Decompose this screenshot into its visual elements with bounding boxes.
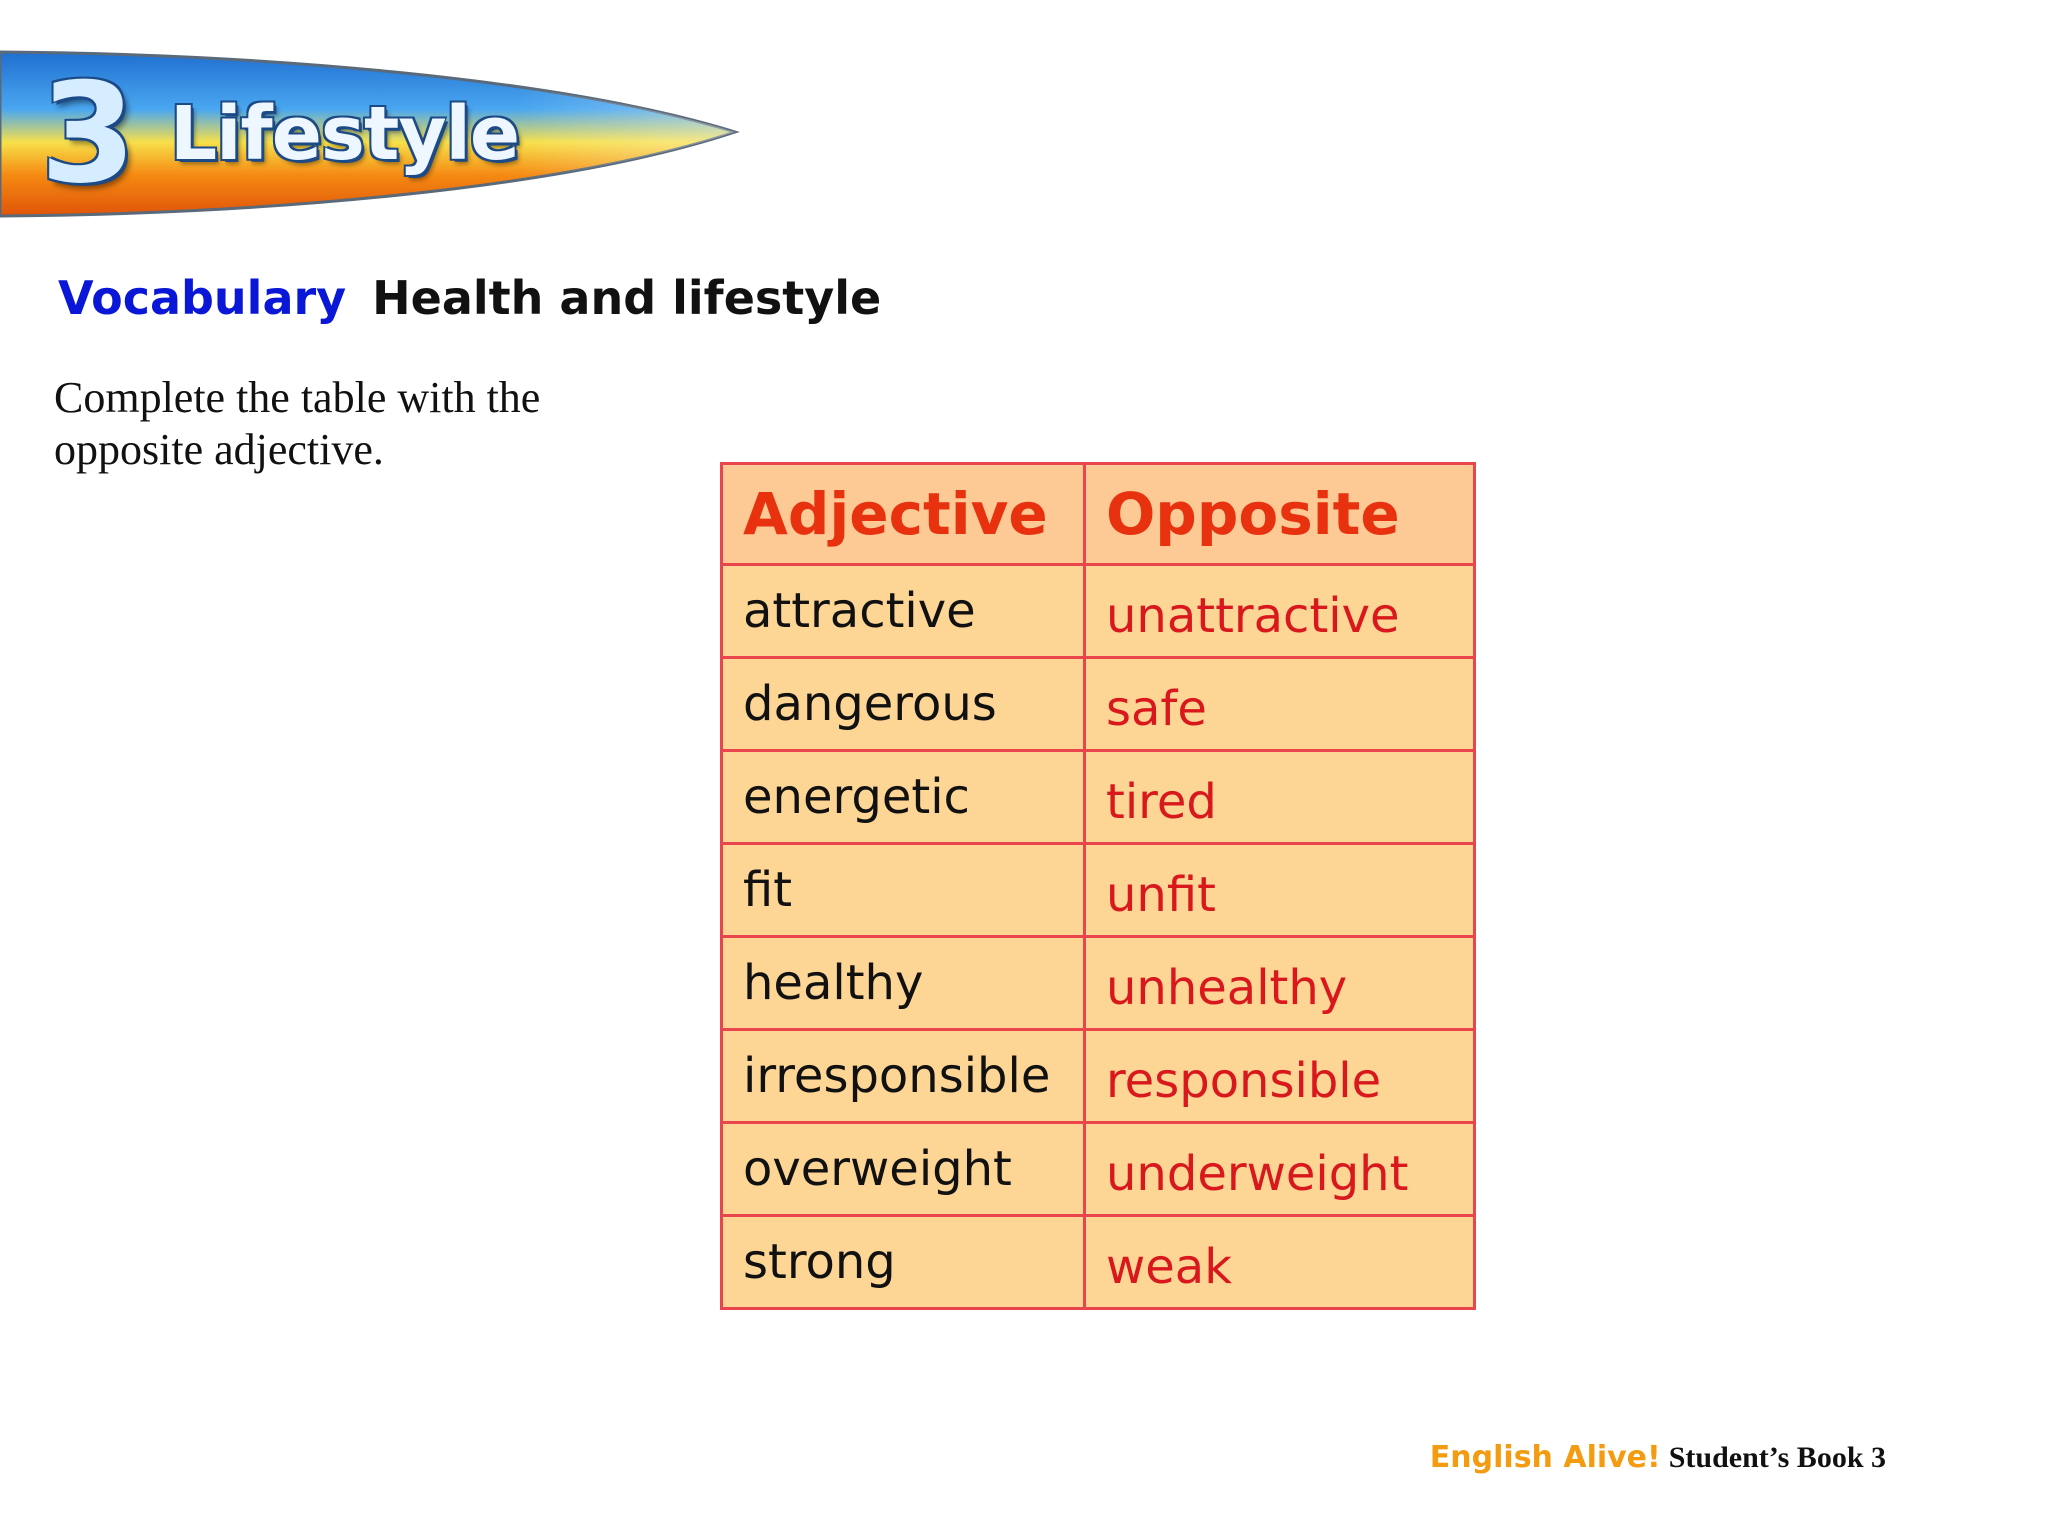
opposite-cell: unhealthy [1085,937,1475,1030]
instruction-text: Complete the table with the opposite adjective. [54,373,541,474]
table-row [722,844,1475,937]
adjective-cell: healthy [722,937,1085,1030]
opposite-cell: underweight [1085,1123,1475,1216]
table-row [722,1030,1475,1123]
footer-brand: English Alive! [1429,1440,1661,1475]
adjective-cell: overweight [722,1123,1085,1216]
opposite-cell: tired [1085,751,1475,844]
header-opposite: Opposite [1085,464,1475,565]
section-heading [58,268,881,328]
adjective-cell: fit [722,844,1085,937]
adjective-cell: energetic [722,751,1085,844]
adjective-cell: irresponsible [722,1030,1085,1123]
table-row [722,1123,1475,1216]
section-label: Vocabulary [58,271,347,325]
adjective-cell: dangerous [722,658,1085,751]
unit-title: Lifestyle [170,91,520,177]
footer-book: Student’s Book 3 [1668,1441,1886,1474]
header-adjective: Adjective [722,464,1085,565]
unit-number: 3 [40,53,137,214]
opposite-cell: unattractive [1085,565,1475,658]
table-row [722,1216,1475,1309]
adjective-cell: attractive [722,565,1085,658]
section-topic: Health and lifestyle [372,271,882,325]
table-row [722,751,1475,844]
opposite-cell: weak [1085,1216,1475,1309]
opposite-cell: responsible [1085,1030,1475,1123]
opposites-table [720,462,1476,1310]
opposite-cell: safe [1085,658,1475,751]
table-header-row [722,464,1475,565]
adjective-cell: strong [722,1216,1085,1309]
table-row [722,658,1475,751]
opposite-cell: unfit [1085,844,1475,937]
unit-banner [0,48,740,220]
table-row [722,937,1475,1030]
table-row [722,565,1475,658]
footer-credit [1430,1438,1886,1478]
